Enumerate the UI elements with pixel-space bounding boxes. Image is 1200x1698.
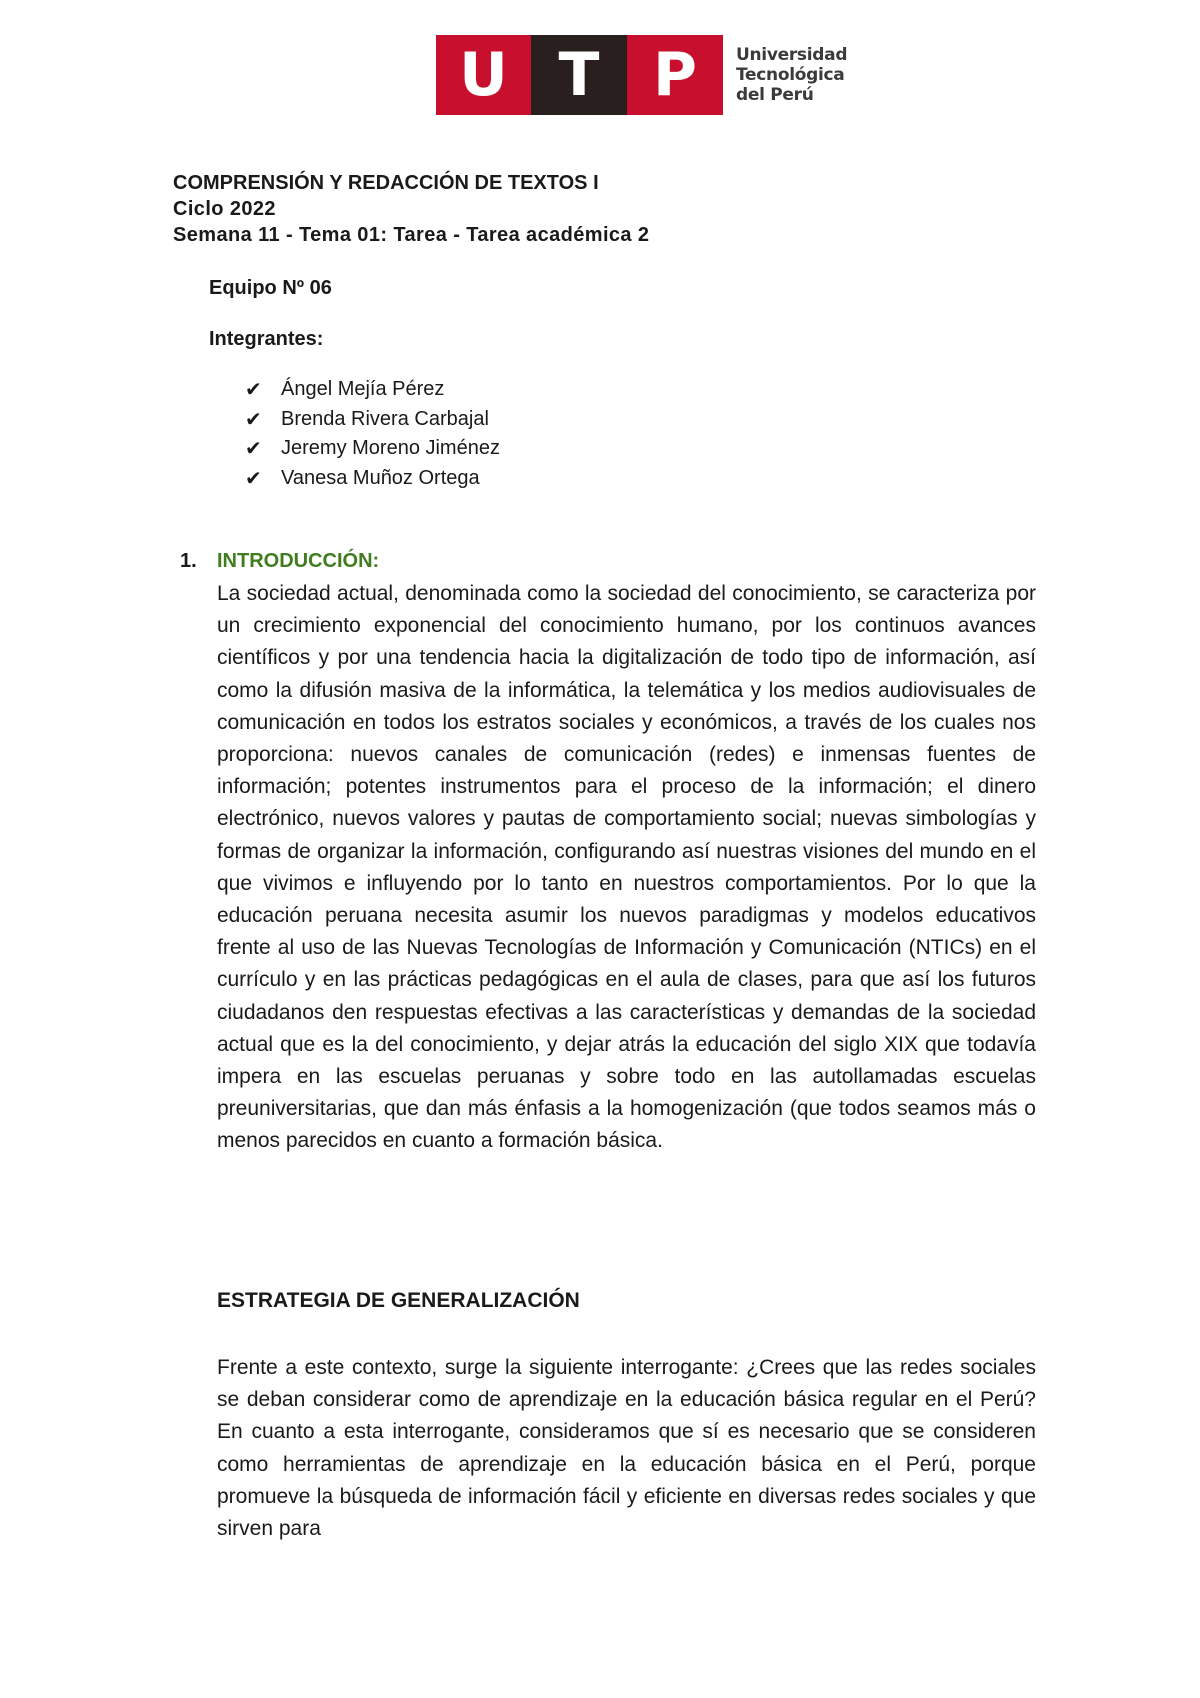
utp-logo xyxy=(436,35,847,115)
members-list xyxy=(245,375,500,493)
introduction-paragraph: La sociedad actual, denominada como la sociedad del conocimiento, se caracteriza por un crecimiento exponencial del conocimiento humano, por los continuos avances científicos y por una tendencia hacia la digitalización de todo tipo de información, así como la difusión masiva de la informática, la telemática y los medios audiovisuales de comunicación en todos los estratos sociales y económicos, a través de los cuales nos proporciona: nuevos canales de comunicación (redes) e inmensas fuentes de información; potentes instrumentos para el proceso de la información; el dinero electrónico, nuevos valores y pautas de comportamiento social; nuevas simbologías y formas de organizar la información, configurando así nuestras visiones del mundo en el que vivimos e influyendo por lo tanto en nuestros comportamientos. Por lo que la educación peruana necesita asumir los nuevos paradigmas y modelos educativos frente al uso de las Nuevas Tecnologías de Información y Comunicación (NTICs) en el currículo y en las prácticas pedagógicas en el aula de clases, para que así los futuros ciudadanos den respuestas efectivas a las características y demandas de la sociedad actual que es la del conocimiento, y dejar atrás la educación del siglo XIX que todavía impera en las escuelas peruanas y sobre todo en las autollamadas escuelas preuniversitarias, que dan más énfasis a la homogenización (que todos seamos más o menos parecidos en cuanto a formación básica. xyxy=(217,582,1036,1153)
logo-name-line-3: del Perú xyxy=(736,85,814,105)
member-name: Brenda Rivera Carbajal xyxy=(281,407,489,430)
week-label: Semana 11 - Tema 01: Tarea - Tarea académica 2 xyxy=(173,224,650,246)
course-title: COMPRENSIÓN Y REDACCIÓN DE TEXTOS I xyxy=(173,172,599,194)
list-item xyxy=(245,405,500,435)
member-name: Ángel Mejía Pérez xyxy=(281,378,445,400)
logo-name-line-1: Universidad xyxy=(736,45,848,65)
section-title-estrategia: ESTRATEGIA DE GENERALIZACIÓN xyxy=(217,1289,580,1312)
logo-letter-t: T xyxy=(531,35,627,115)
member-name: Vanesa Muñoz Ortega xyxy=(281,466,480,489)
section-number: 1. xyxy=(180,550,197,572)
check-icon: ✔ xyxy=(245,377,262,401)
cycle-label: Ciclo 2022 xyxy=(173,198,276,220)
logo-letter-u: U xyxy=(436,35,531,115)
check-icon: ✔ xyxy=(245,436,262,460)
list-item xyxy=(245,375,500,405)
members-heading: Integrantes: xyxy=(209,328,324,350)
section-title-introduccion: INTRODUCCIÓN: xyxy=(217,550,380,572)
document-header xyxy=(173,170,649,248)
strategy-paragraph: Frente a este contexto, surge la siguiente interrogante: ¿Crees que las redes sociales se deban considerar como de aprendizaje en la educación básica regular en el Perú? En cuanto a esta interrogante, consideramos que sí es necesario que se consideren como herramientas de aprendizaje en la educación básica en el Perú, porque promueve la búsqueda de información fácil y eficiente en diversas redes sociales y que sirven para xyxy=(217,1356,1036,1541)
member-name: Jeremy Moreno Jiménez xyxy=(281,437,500,459)
logo-letter-p: P xyxy=(627,35,723,115)
logo-name-line-2: Tecnológica xyxy=(736,65,845,85)
check-icon: ✔ xyxy=(245,406,262,431)
check-icon: ✔ xyxy=(245,465,262,490)
logo-university-name xyxy=(736,45,847,105)
team-label: Equipo Nº 06 xyxy=(209,277,332,299)
list-item xyxy=(245,464,500,494)
list-item xyxy=(245,434,500,464)
